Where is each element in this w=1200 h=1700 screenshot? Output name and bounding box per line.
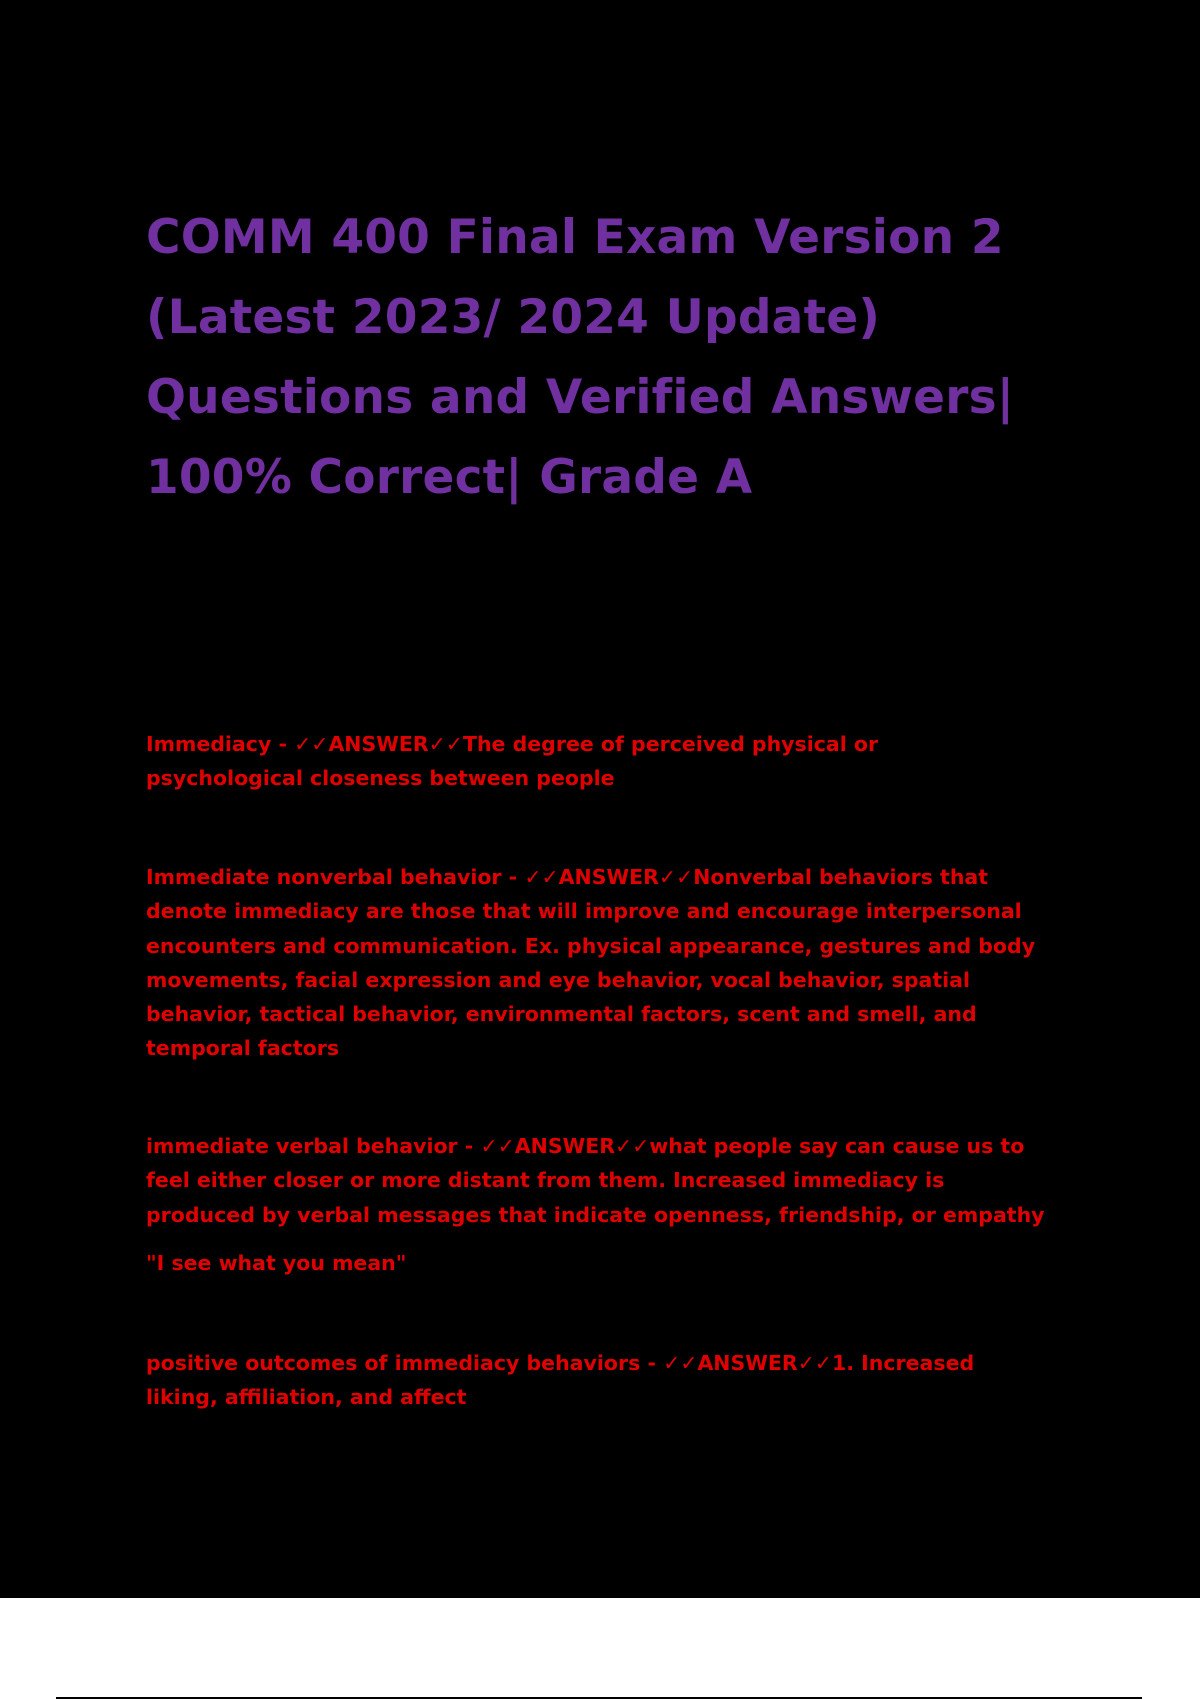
qa-line: immediate verbal behavior - ✓✓ANSWER✓✓what people say can cause us to [146,1134,1025,1158]
qa-entry-immediacy [146,727,1086,796]
qa-line: encounters and communication. Ex. physical appearance, gestures and body [146,933,1036,958]
qa-line: temporal factors [146,1036,340,1061]
title-line: COMM 400 Final Exam Version 2 [146,210,1004,265]
qa-example-quote: "I see what you mean" [146,1251,407,1275]
document-title [146,198,1146,518]
qa-entry-immediate-verbal-behavior [146,1129,1086,1232]
qa-line: Immediacy - ✓✓ANSWER✓✓The degree of perceived physical or [146,732,879,756]
qa-entry-immediate-nonverbal-behavior [146,860,1086,1066]
qa-line: movements, facial expression and eye behavior, vocal behavior, spatial [146,967,971,992]
title-line: (Latest 2023/ 2024 Update) [146,290,880,345]
qa-entry-positive-outcomes [146,1346,1086,1415]
qa-line: denote immediacy are those that will improve and encourage interpersonal [146,899,1022,924]
qa-line: feel either closer or more distant from them. Increased immediacy is [146,1168,945,1193]
qa-line: psychological closeness between people [146,766,615,791]
qa-line: positive outcomes of immediacy behaviors - ✓✓ANSWER✓✓1. Increased [146,1351,975,1375]
qa-line: Immediate nonverbal behavior - ✓✓ANSWER✓✓Nonverbal behaviors that [146,865,989,889]
title-line: 100% Correct| Grade A [146,450,753,505]
title-line: Questions and Verified Answers| [146,370,1015,425]
qa-line: behavior, tactical behavior, environmental factors, scent and smell, and [146,1002,977,1027]
qa-line: liking, affiliation, and affect [146,1385,467,1410]
footer-divider [56,1697,1142,1699]
qa-line: produced by verbal messages that indicate openness, friendship, or empathy [146,1202,1045,1227]
